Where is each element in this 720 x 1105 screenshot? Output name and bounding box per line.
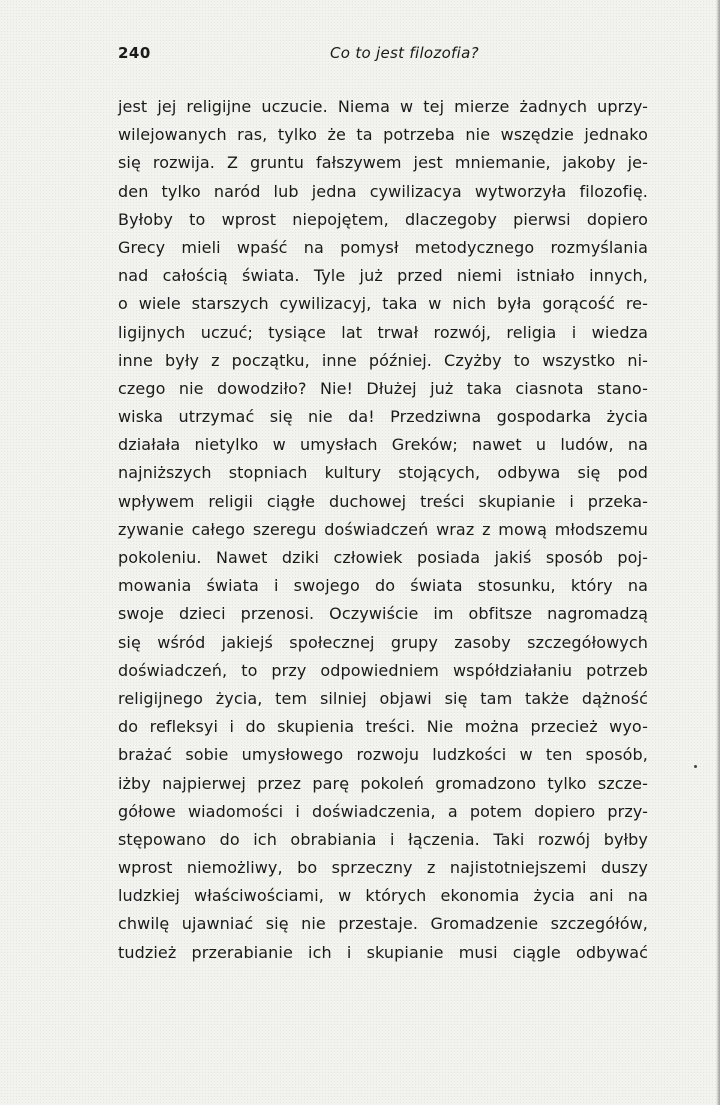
page-edge-shadow <box>716 0 720 1105</box>
text-line: religijnego życia, tem silniej objawi się tam także dążność <box>118 688 648 708</box>
text-line: się wśród jakiejś społecznej grupy zasoby szczegółowych <box>118 632 648 652</box>
text-line: ludzkiej właściwościami, w których ekonomia życia ani na <box>118 886 648 906</box>
text-line: stępowano do ich obrabiania i łączenia. Taki rozwój byłby <box>118 829 648 849</box>
text-line: o wiele starszych cywilizacyj, taka w nich była gorącość re- <box>118 294 648 314</box>
text-line: den tylko naród lub jedna cywilizacya wytworzyła filozofię. <box>118 181 648 201</box>
paper-speck <box>694 765 697 768</box>
text-line: doświadczeń, to przy odpowiedniem współdziałaniu potrzeb <box>118 660 648 680</box>
text-line: czego nie dowodziło? Nie! Dłużej już taka ciasnota stano- <box>118 378 648 398</box>
text-line: wiska utrzymać się nie da! Przedziwna gospodarka życia <box>118 407 648 427</box>
running-title: Co to jest filozofia? <box>330 44 479 62</box>
text-line: wpływem religii ciągłe duchowej treści skupianie i przeka- <box>118 491 648 511</box>
text-line: inne były z początku, inne później. Czyżby to wszystko ni- <box>118 350 648 370</box>
text-line: pokoleniu. Nawet dziki człowiek posiada jakiś sposób poj- <box>118 548 648 567</box>
text-line: wprost niemożliwy, bo sprzeczny z najistotniejszemi duszy <box>118 858 648 878</box>
text-line: swoje dzieci przenosi. Oczywiście im obfitsze nagromadzą <box>118 604 648 624</box>
text-line: Byłoby to wprost niepojętem, dlaczegoby pierwsi dopiero <box>118 209 648 229</box>
text-line: gółowe wiadomości i doświadczenia, a potem dopiero przy- <box>118 801 648 821</box>
text-line: wilejowanych ras, tylko że ta potrzeba nie wszędzie jednako <box>118 125 648 145</box>
text-line: brażać sobie umysłowego rozwoju ludzkości w ten sposób, <box>118 745 648 765</box>
text-line: chwilę ujawniać się nie przestaje. Gromadzenie szczegółów, <box>118 914 648 934</box>
text-line: się rozwija. Z gruntu fałszywem jest mniemanie, jakoby je- <box>118 153 648 173</box>
text-line: najniższych stopniach kultury stojących, odbywa się pod <box>118 463 648 483</box>
page-number: 240 <box>118 44 151 62</box>
text-line: nad całością świata. Tyle już przed niemi istniało innych, <box>118 266 648 286</box>
text-line: zywanie całego szeregu doświadczeń wraz z mową młodszemu <box>118 519 648 539</box>
text-line: działała nietylko w umysłach Greków; nawet u ludów, na <box>118 435 648 455</box>
page-header <box>118 44 648 68</box>
text-line: iżby najpierwej przez parę pokoleń gromadzono tylko szcze- <box>118 773 648 793</box>
text-line: ligijnych uczuć; tysiące lat trwał rozwój, religia i wiedza <box>118 322 648 342</box>
text-line: mowania świata i swojego do świata stosunku, który na <box>118 576 648 596</box>
text-line: jest jej religijne uczucie. Niema w tej mierze żadnych uprzy- <box>118 97 648 116</box>
text-line: Grecy mieli wpaść na pomysł metodycznego rozmyślania <box>118 237 648 257</box>
text-line: do refleksyi i do skupienia treści. Nie można przecież wyo- <box>118 717 648 737</box>
text-line: tudzież przerabianie ich i skupianie musi ciągle odbywać <box>118 942 648 962</box>
body-text <box>118 93 648 967</box>
